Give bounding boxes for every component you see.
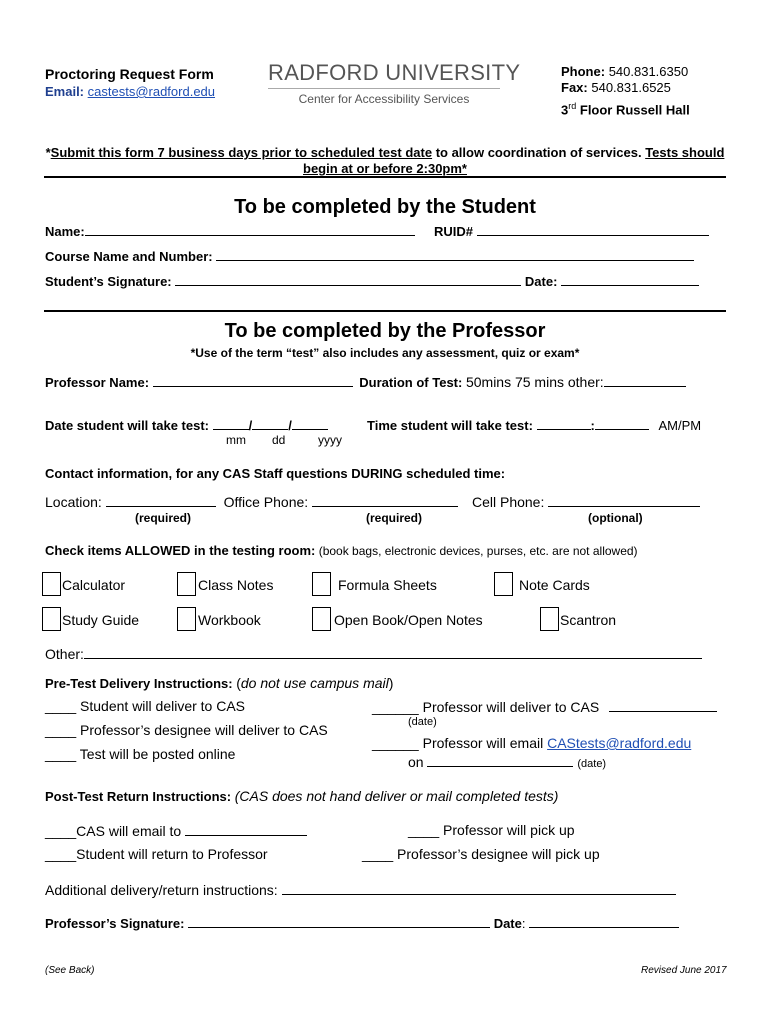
cell-phone-label: Cell Phone: — [471, 494, 545, 510]
fax-label: Fax: — [561, 80, 588, 95]
cell-phone-optional: (optional) — [588, 511, 643, 525]
blank: ____ — [45, 722, 77, 738]
blank: ______ — [372, 699, 419, 715]
professor-date-label: Date — [493, 916, 522, 931]
yyyy-hint: yyyy — [318, 433, 342, 447]
allowed-items-note: (book bags, electronic devices, purses, etc. are not allowed) — [315, 544, 638, 558]
formula-sheets-label: Formula Sheets — [338, 577, 437, 593]
office-phone-field[interactable] — [312, 493, 458, 507]
professor-heading: To be completed by the Professor — [224, 320, 546, 342]
contact-heading: Contact information, for any CAS Staff questions DURING scheduled time: — [45, 466, 506, 481]
mm-hint: mm — [226, 433, 246, 447]
posttest-student-return-option[interactable] — [45, 846, 268, 862]
university-logo — [268, 60, 521, 106]
professor-signature-row — [45, 914, 679, 931]
test-date-label: Date student will take test: — [45, 418, 209, 433]
calculator-checkbox[interactable] — [42, 572, 61, 596]
student-signature-row — [45, 272, 699, 289]
student-signature-label: Student’s Signature: — [45, 274, 172, 289]
blank: ____ — [45, 823, 77, 839]
study-guide-checkbox[interactable] — [42, 607, 61, 631]
blank: ____ — [45, 698, 77, 714]
study-guide-label: Study Guide — [62, 612, 140, 628]
posttest-heading — [45, 788, 558, 804]
header-email — [45, 84, 215, 99]
phone-label: Phone: — [561, 64, 606, 79]
student-date-field[interactable] — [561, 272, 699, 286]
pretest-student-label: Student will deliver to CAS — [76, 698, 246, 714]
pretest-heading: Pre-Test Delivery Instructions: (do not use campus mail) — [45, 675, 394, 691]
professor-date-field[interactable] — [529, 914, 679, 928]
additional-instructions-label: Additional delivery/return instructions: — [45, 882, 278, 898]
calculator-label: Calculator — [62, 577, 126, 593]
pretest-prof-deliver-label: Professor will deliver to CAS — [418, 699, 600, 715]
posttest-label: Post-Test Return Instructions: — [45, 789, 232, 804]
pretest-label: Pre-Test Delivery Instructions: — [45, 676, 233, 691]
form-title: Proctoring Request Form — [45, 66, 214, 82]
formula-sheets-checkbox[interactable] — [312, 572, 331, 596]
name-label: Name: — [45, 224, 85, 239]
name-row — [45, 222, 415, 239]
cell-phone-field[interactable] — [548, 493, 700, 507]
note-cards-checkbox[interactable] — [494, 572, 513, 596]
blank: ____ — [45, 746, 77, 762]
posttest-designee-pick-option[interactable] — [362, 846, 600, 862]
test-date-dd[interactable] — [252, 416, 288, 430]
test-date-row — [45, 416, 328, 433]
blank: ______ — [372, 735, 419, 751]
office-phone-required: (required) — [366, 511, 423, 525]
ampm-label: AM/PM — [658, 418, 702, 433]
ruid-field[interactable] — [477, 222, 709, 236]
test-time-row — [367, 416, 701, 433]
date-slash: / — [248, 418, 253, 433]
floor-sup: rd — [568, 101, 577, 111]
location-label: Location: — [45, 494, 102, 510]
email-label: Email: — [45, 84, 85, 99]
professor-name-field[interactable] — [153, 373, 353, 387]
other-label: Other: — [45, 646, 84, 662]
posttest-prof-pick-option[interactable] — [408, 822, 575, 838]
cas-email-link[interactable]: CAStests@radford.edu — [547, 735, 692, 751]
test-time-minute[interactable] — [595, 416, 649, 430]
see-back-note: (See Back) — [45, 965, 95, 976]
course-row — [45, 247, 694, 264]
blank: ____ — [362, 846, 394, 862]
test-time-label: Time student will take test: — [367, 418, 533, 433]
fax-value: 540.831.6525 — [591, 80, 671, 95]
time-colon: : — [590, 418, 595, 433]
logo-subtitle: Center for Accessibility Services — [298, 92, 470, 106]
ruid-label: RUID# — [434, 224, 474, 239]
class-notes-label: Class Notes — [198, 577, 274, 593]
professor-name-row — [45, 373, 686, 390]
pretest-email-date-field[interactable] — [427, 753, 573, 767]
ruid-row — [434, 222, 709, 239]
scantron-checkbox[interactable] — [540, 607, 559, 631]
professor-signature-field[interactable] — [188, 914, 490, 928]
email-link[interactable]: castests@radford.edu — [87, 84, 216, 99]
duration-label: Duration of Test: — [359, 375, 463, 390]
student-signature-field[interactable] — [175, 272, 521, 286]
notice-part3b: begin at or before 2:30pm* — [303, 161, 467, 176]
test-date-yyyy[interactable] — [292, 416, 328, 430]
date-hint: (date) — [577, 758, 607, 770]
office-phone-label: Office Phone: — [223, 494, 309, 510]
course-field[interactable] — [216, 247, 694, 261]
divider — [44, 310, 726, 312]
notice-part2: to allow coordination of services. — [432, 145, 646, 160]
posttest-note: (CAS does not hand deliver or mail completed tests) — [234, 788, 559, 804]
blank: ____ — [408, 822, 440, 838]
professor-name-label: Professor Name: — [45, 375, 150, 390]
additional-instructions-field[interactable] — [282, 881, 676, 895]
other-row — [45, 645, 702, 662]
posttest-cas-email-option[interactable] — [45, 822, 307, 839]
class-notes-checkbox[interactable] — [177, 572, 196, 596]
pretest-online-option[interactable] — [45, 746, 235, 762]
additional-instructions-row — [45, 881, 676, 898]
notice-part1: Submit this form 7 business days prior to scheduled test date — [50, 145, 433, 160]
notice-star: * — [45, 145, 51, 160]
contact-block — [561, 64, 690, 118]
pretest-deliver-date-field[interactable] — [609, 698, 717, 712]
divider — [44, 176, 726, 178]
date-colon: : — [521, 916, 526, 931]
date-hint: (date) — [408, 716, 437, 728]
posttest-cas-email-label: CAS will email to — [76, 823, 182, 839]
blank: ____ — [45, 846, 77, 862]
note-cards-label: Note Cards — [519, 577, 590, 593]
pretest-student-option[interactable] — [45, 698, 245, 714]
workbook-checkbox[interactable] — [177, 607, 196, 631]
submission-notice — [44, 145, 726, 177]
allowed-items-heading — [45, 543, 638, 558]
open-book-label: Open Book/Open Notes — [334, 612, 483, 628]
name-field[interactable] — [85, 222, 415, 236]
professor-signature-label: Professor’s Signature: — [45, 916, 185, 931]
pretest-designee-option[interactable] — [45, 722, 328, 738]
location-required: (required) — [135, 511, 192, 525]
student-heading: To be completed by the Student — [234, 196, 536, 218]
phone-value: 540.831.6350 — [608, 64, 689, 79]
student-date-label: Date: — [524, 274, 558, 289]
allowed-items-label: Check items ALLOWED in the testing room: — [45, 543, 316, 558]
pretest-designee-label: Professor’s designee will deliver to CAS — [76, 722, 328, 738]
floor-text: Floor Russell Hall — [579, 102, 690, 118]
test-term-note: *Use of the term “test” also includes any assessment, quiz or exam* — [190, 346, 580, 360]
pretest-online-label: Test will be posted online — [76, 746, 236, 762]
pretest-prof-email-label: Professor will email — [418, 735, 548, 751]
dd-hint: dd — [272, 433, 286, 447]
posttest-email-to-field[interactable] — [185, 822, 307, 836]
duration-options[interactable]: 50mins 75 mins other: — [465, 374, 604, 390]
open-book-checkbox[interactable] — [312, 607, 331, 631]
other-field[interactable] — [84, 645, 702, 659]
floor-number: 3 — [561, 102, 569, 118]
pretest-email-date-row — [408, 753, 606, 770]
notice-part3a: Tests should — [645, 145, 725, 160]
posttest-prof-pick-label: Professor will pick up — [439, 822, 575, 838]
course-label: Course Name and Number: — [45, 249, 213, 264]
contact-row — [45, 493, 700, 510]
on-label: on — [408, 754, 424, 770]
test-time-hour[interactable] — [537, 416, 591, 430]
duration-other-field[interactable] — [604, 373, 686, 387]
location-field[interactable] — [106, 493, 216, 507]
test-date-mm[interactable] — [213, 416, 249, 430]
logo-name: RADFORD UNIVERSITY — [268, 60, 521, 85]
posttest-designee-pick-label: Professor’s designee will pick up — [393, 846, 600, 862]
workbook-label: Workbook — [198, 612, 261, 628]
date-slash: / — [288, 418, 292, 433]
scantron-label: Scantron — [560, 612, 617, 628]
pretest-prof-email-option[interactable] — [372, 735, 691, 751]
pretest-prof-deliver-option[interactable] — [372, 698, 717, 715]
posttest-student-return-label: Student will return to Professor — [76, 846, 268, 862]
revised-date: Revised June 2017 — [641, 965, 727, 976]
